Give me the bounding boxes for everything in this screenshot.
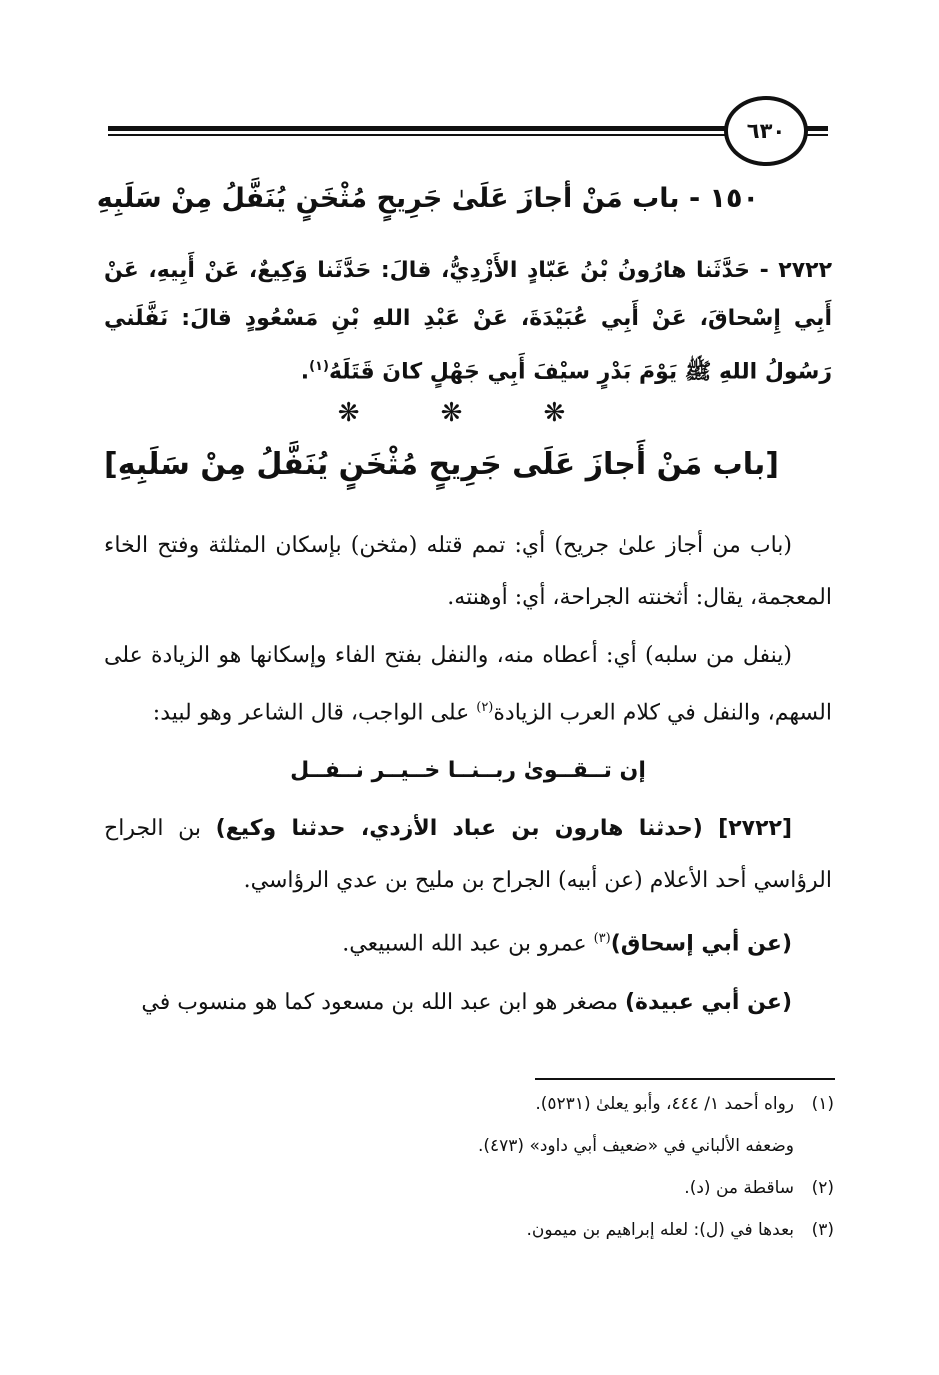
footnote-text: وضعفه الألباني في «ضعيف أبي داود» (٤٧٣). — [477, 1136, 794, 1156]
separator-stars: ❋ ❋ ❋ — [337, 398, 602, 428]
commentary-paragraph: (باب من أجاز علىٰ جريح) أي: تمم قتله (مثخن) بإسكان المثلثة وفتح الخاء المعجمة، يقال: أثخنته الجراحة، أي: أوهنته. — [104, 533, 832, 610]
footnote-text: رواه أحمد ١/ ٤٤٤، وأبو يعلىٰ (٥٢٣١). — [535, 1094, 794, 1114]
paragraph-text: عمرو بن عبد الله السبيعي. — [342, 931, 594, 957]
footnote — [134, 1093, 834, 1116]
narrator-citation: (عن أبي إسحاق) — [610, 931, 792, 957]
footnote — [134, 1135, 834, 1158]
paragraph-text: بن الجراح الرؤاسي أحد الأعلام (عن أبيه) الجراح بن مليح بن عدي الرؤاسي. — [104, 816, 832, 894]
footnote-ref: (١) — [309, 359, 329, 374]
commentary-heading: [باب مَنْ أَجازَ عَلَى جَرِيحٍ مُثْخَنٍ يُنَفَّلُ مِنْ سَلَبِهِ] — [104, 447, 779, 482]
commentary-paragraph — [104, 913, 832, 970]
narrator-citation: (عن أبي عبيدة) — [625, 989, 792, 1015]
hadith-text — [104, 247, 832, 396]
hadith-end: . — [300, 359, 310, 385]
page-number: ٦٣٠ — [724, 96, 808, 166]
footnote-number: (٣) — [811, 1220, 834, 1240]
commentary-paragraph — [104, 803, 832, 907]
footnote-text: بعدها في (ل): لعله إبراهيم بن ميمون. — [526, 1220, 794, 1240]
commentary-body — [104, 520, 832, 1035]
footnote — [134, 1219, 834, 1242]
footnote-ref: (٢) — [476, 700, 494, 715]
footnote-separator — [535, 1078, 835, 1080]
hadith-body: ٢٧٢٢ - حَدَّثَنا هارُونُ بْنُ عَبّادٍ الأَزْدِيُّ، قالَ: حَدَّثَنا وَكِيعٌ، عَنْ أَبِيهِ، عَنْ أَبِي إِسْحاقَ، عَنْ أَبِي عُبَيْدَةَ، عَنْ عَبْدِ اللهِ بْنِ مَسْعُودٍ قالَ: نَفَّلَني رَسُولُ اللهِ ﷺ يَوْمَ بَدْرٍ سيْفَ أَبِي جَهْلٍ كانَ قَتَلَهُ — [104, 258, 832, 385]
poetry-verse: إن تــقــوىٰ ربــنــا خــيــر نــفــل — [290, 758, 646, 784]
header-rule-thin — [108, 134, 828, 136]
footnote-number: (١) — [811, 1094, 834, 1114]
commentary-paragraph — [104, 977, 832, 1029]
commentary-paragraph — [104, 630, 832, 739]
footnote — [134, 1177, 834, 1200]
hadith-citation: [٢٧٢٢] (حدثنا هارون بن عباد الأزدي، حدثنا وكيع) — [215, 816, 792, 842]
footnotes — [134, 1093, 834, 1261]
footnote-text: ساقطة من (د). — [684, 1178, 794, 1198]
footnote-number: (٢) — [811, 1178, 834, 1198]
header-rule — [108, 126, 828, 131]
paragraph-text: مصغر هو ابن عبد الله بن مسعود كما هو منسوب في — [141, 989, 625, 1015]
paragraph-text: على الواجب، قال الشاعر وهو لبيد: — [152, 700, 477, 726]
footnote-ref: (٣) — [593, 931, 611, 947]
paragraph-text: (ينفل من سلبه) أي: أعطاه منه، والنفل بفتح الفاء وإسكانها هو الزيادة على السهم، والنفل في كلام العرب الزيادة — [104, 643, 832, 726]
chapter-title: ١٥٠ - باب مَنْ أجازَ عَلَىٰ جَرِيحٍ مُثْخَنٍ يُنَفَّلُ مِنْ سَلَبِهِ — [96, 183, 759, 214]
